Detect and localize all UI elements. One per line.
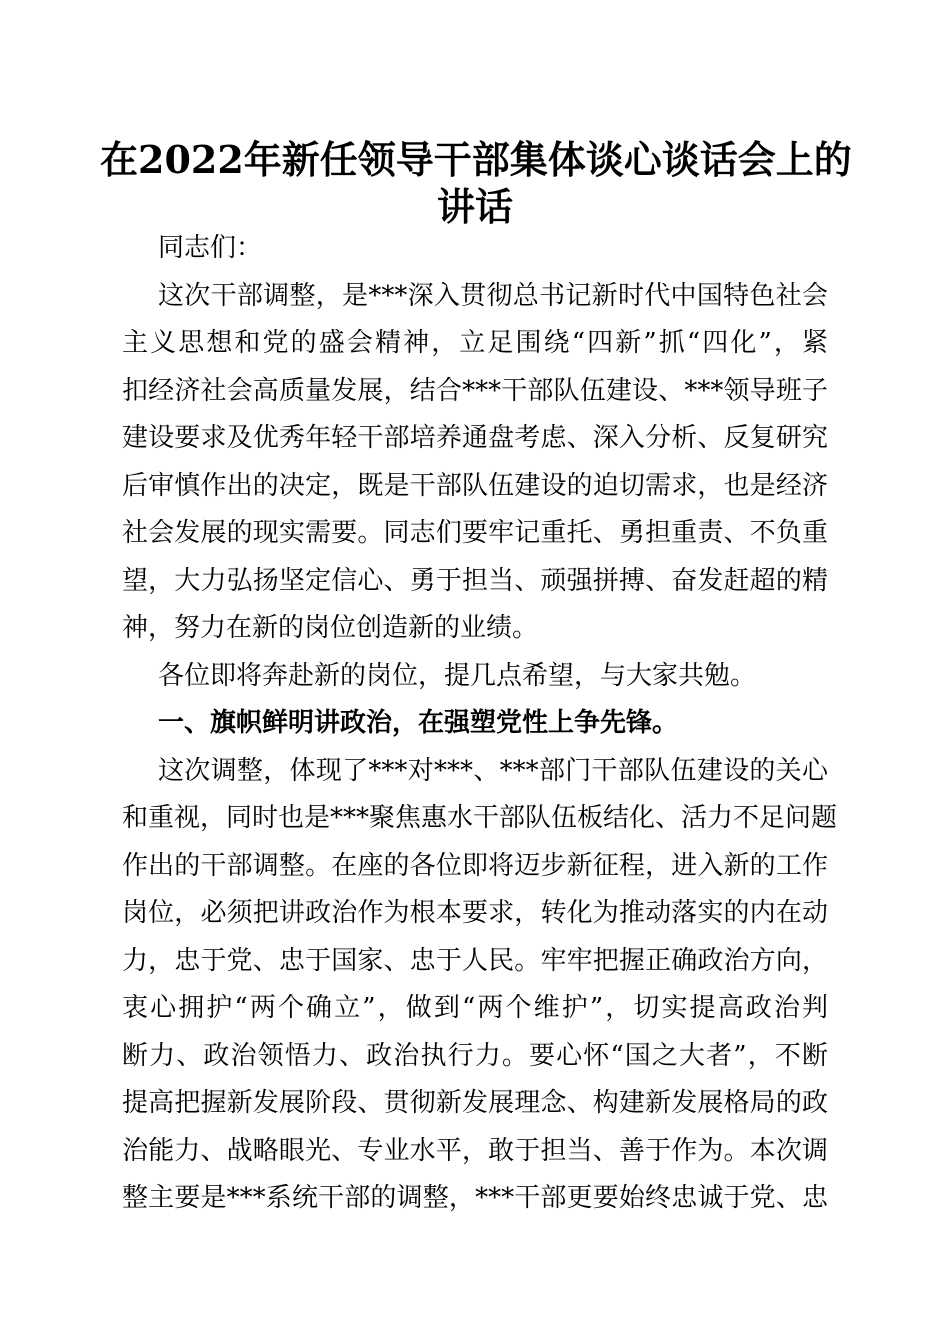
paragraph-2: 各位即将奔赴新的岗位，提几点希望，与大家共勉。 xyxy=(158,660,757,691)
document-body xyxy=(122,225,838,1223)
salutation: 同志们： xyxy=(158,233,263,263)
paragraph-3-line: 和重视，同时也是***聚焦惠水干部队伍板结化、活力不足问题 xyxy=(122,803,838,833)
paragraph-3-line: 作出的干部调整。在座的各位即将迈步新征程，进入新的工作 xyxy=(122,850,828,881)
paragraph-1-line: 后审慎作出的决定，既是干部队伍建设的迫切需求，也是经济 xyxy=(122,470,828,501)
paragraph-3-line: 治能力、战略眼光、专业水平，敢于担当、善于作为。本次调 xyxy=(122,1135,828,1166)
paragraph-1-line: 神，努力在新的岗位创造新的业绩。 xyxy=(122,613,539,643)
paragraph-1-line: 这次干部调整，是***深入贯彻总书记新时代中国特色社会 xyxy=(158,280,828,311)
paragraph-3-line: 整主要是***系统干部的调整，***干部更要始终忠诚于党、忠 xyxy=(122,1183,828,1213)
paragraph-1-line: 建设要求及优秀年轻干部培养通盘考虑、深入分析、反复研究 xyxy=(122,423,828,453)
paragraph-1-line: 望，大力弘扬坚定信心、勇于担当、顽强拼搏、奋发赶超的精 xyxy=(122,565,828,596)
paragraph-3-line: 力，忠于党、忠于国家、忠于人民。牢牢把握正确政治方向， xyxy=(122,945,828,976)
paragraph-1-line: 扣经济社会高质量发展，结合***干部队伍建设、***领导班子 xyxy=(122,375,828,406)
paragraph-3-line: 这次调整，体现了***对***、***部门干部队伍建设的关心 xyxy=(158,755,828,786)
section-heading-1: 一、旗帜鲜明讲政治，在强塑党性上争先锋。 xyxy=(158,708,679,738)
document-title-line-1: 在2022年新任领导干部集体谈心谈话会上的 xyxy=(100,137,852,182)
paragraph-3-line: 断力、政治领悟力、政治执行力。要心怀“国之大者”，不断 xyxy=(122,1040,828,1071)
document-title-line-2: 讲话 xyxy=(436,184,513,229)
paragraph-1-line: 主义思想和党的盛会精神，立足围绕“四新”抓“四化”，紧 xyxy=(122,328,828,358)
paragraph-3-line: 衷心拥护“两个确立”，做到“两个维护”，切实提高政治判 xyxy=(122,993,828,1023)
paragraph-3-line: 提高把握新发展阶段、贯彻新发展理念、构建新发展格局的政 xyxy=(122,1088,828,1118)
paragraph-3-line: 岗位，必须把讲政治作为根本要求，转化为推动落实的内在动 xyxy=(122,898,828,928)
paragraph-1-line: 社会发展的现实需要。同志们要牢记重托、勇担重责、不负重 xyxy=(122,518,828,548)
